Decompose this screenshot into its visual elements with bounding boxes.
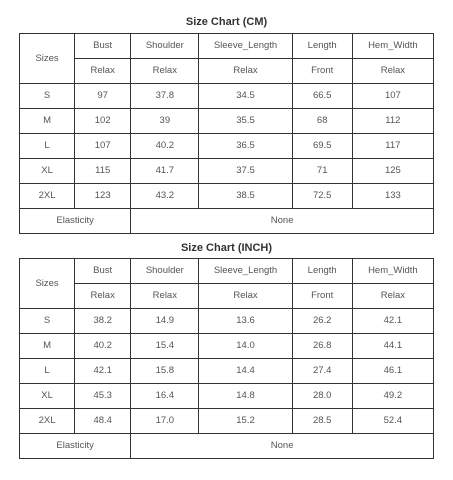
table-row [20, 309, 434, 334]
subheader-length: Front [292, 59, 352, 84]
header-length: Length [292, 34, 352, 59]
size-cell: M [20, 334, 75, 359]
shoulder-cell: 40.2 [131, 134, 199, 159]
header-sleeve-length: Sleeve_Length [199, 34, 292, 59]
header-bust: Bust [75, 259, 131, 284]
header-bust: Bust [75, 34, 131, 59]
hem-width-cell: 125 [352, 159, 433, 184]
shoulder-cell: 15.8 [131, 359, 199, 384]
subheader-hem-width: Relax [352, 284, 433, 309]
bust-cell: 48.4 [75, 409, 131, 434]
table-row [20, 334, 434, 359]
size-cell: 2XL [20, 409, 75, 434]
subheader-hem-width: Relax [352, 59, 433, 84]
size-cell: L [20, 359, 75, 384]
bust-cell: 38.2 [75, 309, 131, 334]
table-row [20, 409, 434, 434]
length-cell: 72.5 [292, 184, 352, 209]
size-cell: L [20, 134, 75, 159]
size-cell: S [20, 84, 75, 109]
table-row [20, 384, 434, 409]
size-cell: 2XL [20, 184, 75, 209]
length-cell: 69.5 [292, 134, 352, 159]
bust-cell: 45.3 [75, 384, 131, 409]
length-cell: 28.0 [292, 384, 352, 409]
table-row [20, 84, 434, 109]
elasticity-row [20, 434, 434, 459]
sleeve-length-cell: 14.4 [199, 359, 292, 384]
hem-width-cell: 44.1 [352, 334, 433, 359]
shoulder-cell: 16.4 [131, 384, 199, 409]
subheader-shoulder: Relax [131, 59, 199, 84]
hem-width-cell: 112 [352, 109, 433, 134]
length-cell: 26.2 [292, 309, 352, 334]
table-row [20, 159, 434, 184]
elasticity-value: None [131, 209, 434, 234]
hem-width-cell: 46.1 [352, 359, 433, 384]
subheader-bust: Relax [75, 284, 131, 309]
table-row [20, 184, 434, 209]
size-chart-inch-title: Size Chart (INCH) [180, 242, 273, 254]
header-sizes: Sizes [20, 259, 75, 309]
elasticity-label: Elasticity [20, 209, 131, 234]
header-shoulder: Shoulder [131, 259, 199, 284]
bust-cell: 97 [75, 84, 131, 109]
length-cell: 71 [292, 159, 352, 184]
size-cell: XL [20, 384, 75, 409]
shoulder-cell: 15.4 [131, 334, 199, 359]
hem-width-cell: 42.1 [352, 309, 433, 334]
bust-cell: 40.2 [75, 334, 131, 359]
elasticity-value: None [131, 434, 434, 459]
header-shoulder: Shoulder [131, 34, 199, 59]
hem-width-cell: 117 [352, 134, 433, 159]
subheader-sleeve-length: Relax [199, 284, 292, 309]
size-chart-cm-table [19, 33, 434, 234]
elasticity-row [20, 209, 434, 234]
shoulder-cell: 14.9 [131, 309, 199, 334]
size-chart-inch-table [19, 258, 434, 459]
sleeve-length-cell: 14.8 [199, 384, 292, 409]
shoulder-cell: 41.7 [131, 159, 199, 184]
length-cell: 66.5 [292, 84, 352, 109]
header-sleeve-length: Sleeve_Length [199, 259, 292, 284]
table-row [20, 109, 434, 134]
sleeve-length-cell: 34.5 [199, 84, 292, 109]
size-chart-cm-title: Size Chart (CM) [185, 16, 268, 28]
header-hem-width: Hem_Width [352, 259, 433, 284]
table-row [20, 134, 434, 159]
bust-cell: 123 [75, 184, 131, 209]
bust-cell: 107 [75, 134, 131, 159]
size-cell: S [20, 309, 75, 334]
sleeve-length-cell: 38.5 [199, 184, 292, 209]
sleeve-length-cell: 36.5 [199, 134, 292, 159]
length-cell: 26.8 [292, 334, 352, 359]
subheader-shoulder: Relax [131, 284, 199, 309]
subheader-length: Front [292, 284, 352, 309]
sleeve-length-cell: 15.2 [199, 409, 292, 434]
elasticity-label: Elasticity [20, 434, 131, 459]
size-cell: M [20, 109, 75, 134]
table-row [20, 359, 434, 384]
hem-width-cell: 107 [352, 84, 433, 109]
size-cell: XL [20, 159, 75, 184]
shoulder-cell: 37.8 [131, 84, 199, 109]
length-cell: 68 [292, 109, 352, 134]
bust-cell: 42.1 [75, 359, 131, 384]
hem-width-cell: 52.4 [352, 409, 433, 434]
hem-width-cell: 133 [352, 184, 433, 209]
subheader-sleeve-length: Relax [199, 59, 292, 84]
shoulder-cell: 17.0 [131, 409, 199, 434]
header-length: Length [292, 259, 352, 284]
bust-cell: 102 [75, 109, 131, 134]
table-header-row [20, 34, 434, 59]
header-sizes: Sizes [20, 34, 75, 84]
sleeve-length-cell: 13.6 [199, 309, 292, 334]
bust-cell: 115 [75, 159, 131, 184]
table-subheader-row [20, 284, 434, 309]
shoulder-cell: 43.2 [131, 184, 199, 209]
table-header-row [20, 259, 434, 284]
sleeve-length-cell: 37.5 [199, 159, 292, 184]
sleeve-length-cell: 35.5 [199, 109, 292, 134]
table-subheader-row [20, 59, 434, 84]
subheader-bust: Relax [75, 59, 131, 84]
hem-width-cell: 49.2 [352, 384, 433, 409]
shoulder-cell: 39 [131, 109, 199, 134]
sleeve-length-cell: 14.0 [199, 334, 292, 359]
header-hem-width: Hem_Width [352, 34, 433, 59]
length-cell: 28.5 [292, 409, 352, 434]
length-cell: 27.4 [292, 359, 352, 384]
